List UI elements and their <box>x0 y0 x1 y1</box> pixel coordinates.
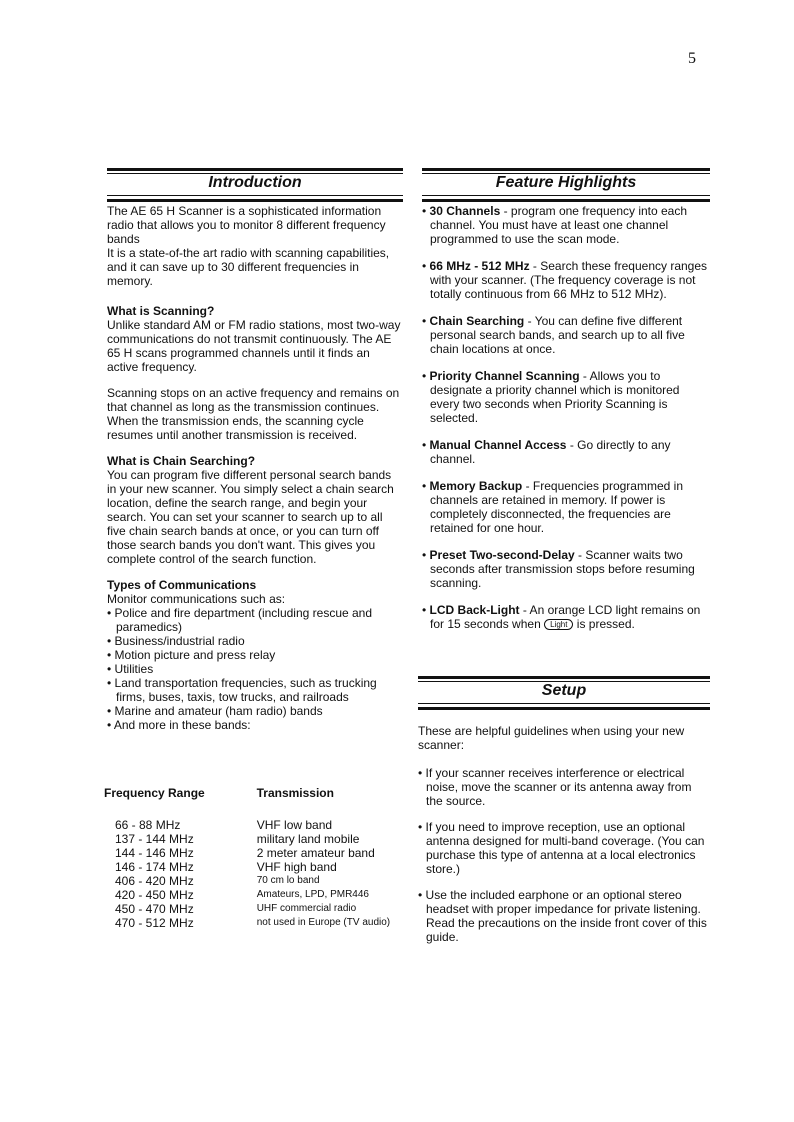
list-item: • Business/industrial radio <box>107 634 245 648</box>
feature-title: Manual Channel Access <box>429 438 567 452</box>
feature-title: Memory Backup <box>429 479 523 493</box>
table-header <box>104 786 424 800</box>
scanning-title: What is Scanning? <box>107 304 215 318</box>
scanning-paragraph: Unlike standard AM or FM radio stations, most two-way communications do not transmit continuously. The AE 65 H scans programmed channels until it finds an active frequency. <box>107 318 401 374</box>
frequency-range-cell: 137 - 144 MHz <box>115 832 194 846</box>
table-row <box>104 916 424 930</box>
transmission-cell: 70 cm lo band <box>256 875 320 886</box>
scanning-paragraph-2: Scanning stops on an active frequency and remains on that channel as long as the transmission continues. When the transmission ends, the scanning cycle resumes until another transmission is received. <box>107 386 400 442</box>
feature-item: • Manual Channel Access - Go directly to any channel. <box>422 438 671 466</box>
list-item: • Utilities <box>107 662 154 676</box>
frequency-range-cell: 470 - 512 MHz <box>115 916 194 930</box>
table-row <box>104 874 424 888</box>
frequency-range-cell: 406 - 420 MHz <box>115 874 194 888</box>
transmission-cell: 2 meter amateur band <box>256 846 375 860</box>
feature-item: • Memory Backup - Frequencies programmed in channels are retained in memory. If power is completely disconnected, the frequencies are retained for one hour. <box>422 479 683 535</box>
transmission-cell: military land mobile <box>256 832 360 846</box>
heading-rule <box>422 168 710 171</box>
feature-title: 30 Channels <box>429 204 501 218</box>
feature-item: • Priority Channel Scanning - Allows you to designate a priority channel which is monitored every two seconds when Priority Scanning is selected. <box>422 369 680 425</box>
feature-heading-box <box>422 168 710 204</box>
setup-item: • If you need to improve reception, use an optional antenna designed for multi-band coverage. (You can purchase this type of antenna at a local electronics store.) <box>418 820 705 876</box>
feature-item: • Chain Searching - You can define five different personal search bands, and search up to all five chain locations at once. <box>422 314 685 356</box>
communications-title: Types of Communications <box>107 578 257 592</box>
table-row <box>104 832 424 846</box>
chain-searching-title: What is Chain Searching? <box>107 454 256 468</box>
feature-title: 66 MHz - 512 MHz <box>429 259 530 273</box>
transmission-cell: VHF high band <box>256 860 337 874</box>
frequency-range-cell: 144 - 146 MHz <box>115 846 194 860</box>
setup-heading: Setup <box>541 682 587 699</box>
feature-item: • 30 Channels - program one frequency into each channel. You must have at least one channel programmed to use the scan mode. <box>422 204 688 246</box>
heading-rule <box>418 707 710 710</box>
list-item: • Police and fire department (including rescue and paramedics) <box>107 606 373 634</box>
feature-title: Chain Searching <box>429 314 525 328</box>
frequency-range-cell: 420 - 450 MHz <box>115 888 194 902</box>
list-item: • Marine and amateur (ham radio) bands <box>107 704 323 718</box>
setup-item: • If your scanner receives interference or electrical noise, move the scanner or its antenna away from the source. <box>418 766 692 808</box>
communications-list <box>107 606 403 732</box>
feature-item: • 66 MHz - 512 MHz - Search these frequency ranges with your scanner. (The frequency coverage is not totally continuous from 66 MHz to 512 MHz). <box>422 259 708 301</box>
heading-rule <box>418 703 710 704</box>
heading-rule <box>107 168 403 171</box>
table-row <box>104 860 424 874</box>
list-item: • Land transportation frequencies, such as trucking firms, buses, taxis, tow trucks, and railroads <box>107 676 377 704</box>
frequency-range-cell: 66 - 88 MHz <box>115 818 181 832</box>
heading-rule <box>107 195 403 196</box>
introduction-section <box>107 168 403 732</box>
transmission-cell: not used in Europe (TV audio) <box>256 917 391 928</box>
heading-rule <box>422 195 710 196</box>
feature-title: LCD Back-Light <box>429 603 520 617</box>
introduction-heading-box <box>107 168 403 204</box>
intro-paragraph: The AE 65 H Scanner is a sophisticated information radio that allows you to monitor 8 different frequency bands <box>107 204 386 246</box>
frequency-table <box>104 786 424 930</box>
table-row <box>104 888 424 902</box>
transmission-cell: VHF low band <box>256 818 333 832</box>
table-row <box>104 902 424 916</box>
transmission-cell: UHF commercial radio <box>256 903 357 914</box>
feature-highlights-heading: Feature Highlights <box>495 174 637 191</box>
frequency-range-cell: 146 - 174 MHz <box>115 860 194 874</box>
setup-heading-box <box>418 676 710 712</box>
transmission-cell: Amateurs, LPD, PMR446 <box>256 889 369 900</box>
heading-rule <box>422 199 710 202</box>
feature-title: Preset Two-second-Delay <box>429 548 575 562</box>
introduction-heading: Introduction <box>208 174 302 191</box>
feature-item: • Preset Two-second-Delay - Scanner waits two seconds after transmission stops before resuming scanning. <box>422 548 695 590</box>
setup-item: • Use the included earphone or an optional stereo headset with proper impedance for private listening. Read the precautions on the inside front cover of this guide. <box>418 888 707 944</box>
frequency-range-cell: 450 - 470 MHz <box>115 902 194 916</box>
table-row <box>104 818 424 832</box>
light-key-icon: Light <box>544 619 573 630</box>
setup-section <box>418 676 710 956</box>
table-row <box>104 846 424 860</box>
feature-highlights-section <box>422 168 710 644</box>
feature-item-backlight: • LCD Back-Light - An orange LCD light remains on for 15 seconds when Light is pressed. <box>422 603 701 631</box>
frequency-range-header: Frequency Range <box>104 786 205 800</box>
feature-title: Priority Channel Scanning <box>429 369 580 383</box>
setup-intro: These are helpful guidelines when using your new scanner: <box>418 724 685 752</box>
heading-rule <box>107 199 403 202</box>
communications-intro: Monitor communications such as: <box>107 592 286 606</box>
heading-rule <box>418 676 710 679</box>
transmission-header: Transmission <box>256 786 334 800</box>
list-item: • Motion picture and press relay <box>107 648 276 662</box>
page-number: 5 <box>688 50 696 67</box>
list-item: • And more in these bands: <box>107 718 251 732</box>
intro-paragraph-2: It is a state-of-the art radio with scanning capabilities, and it can save up to 30 different frequencies in memory. <box>107 246 390 288</box>
chain-searching-paragraph: You can program five different personal search bands in your new scanner. You simply select a chain search location, define the search range, and begin your search. You can set your scanner to search up to all five chain search bands at once, or you can turn off those search bands you don't want. This gives you complete control of the search function. <box>107 468 394 566</box>
